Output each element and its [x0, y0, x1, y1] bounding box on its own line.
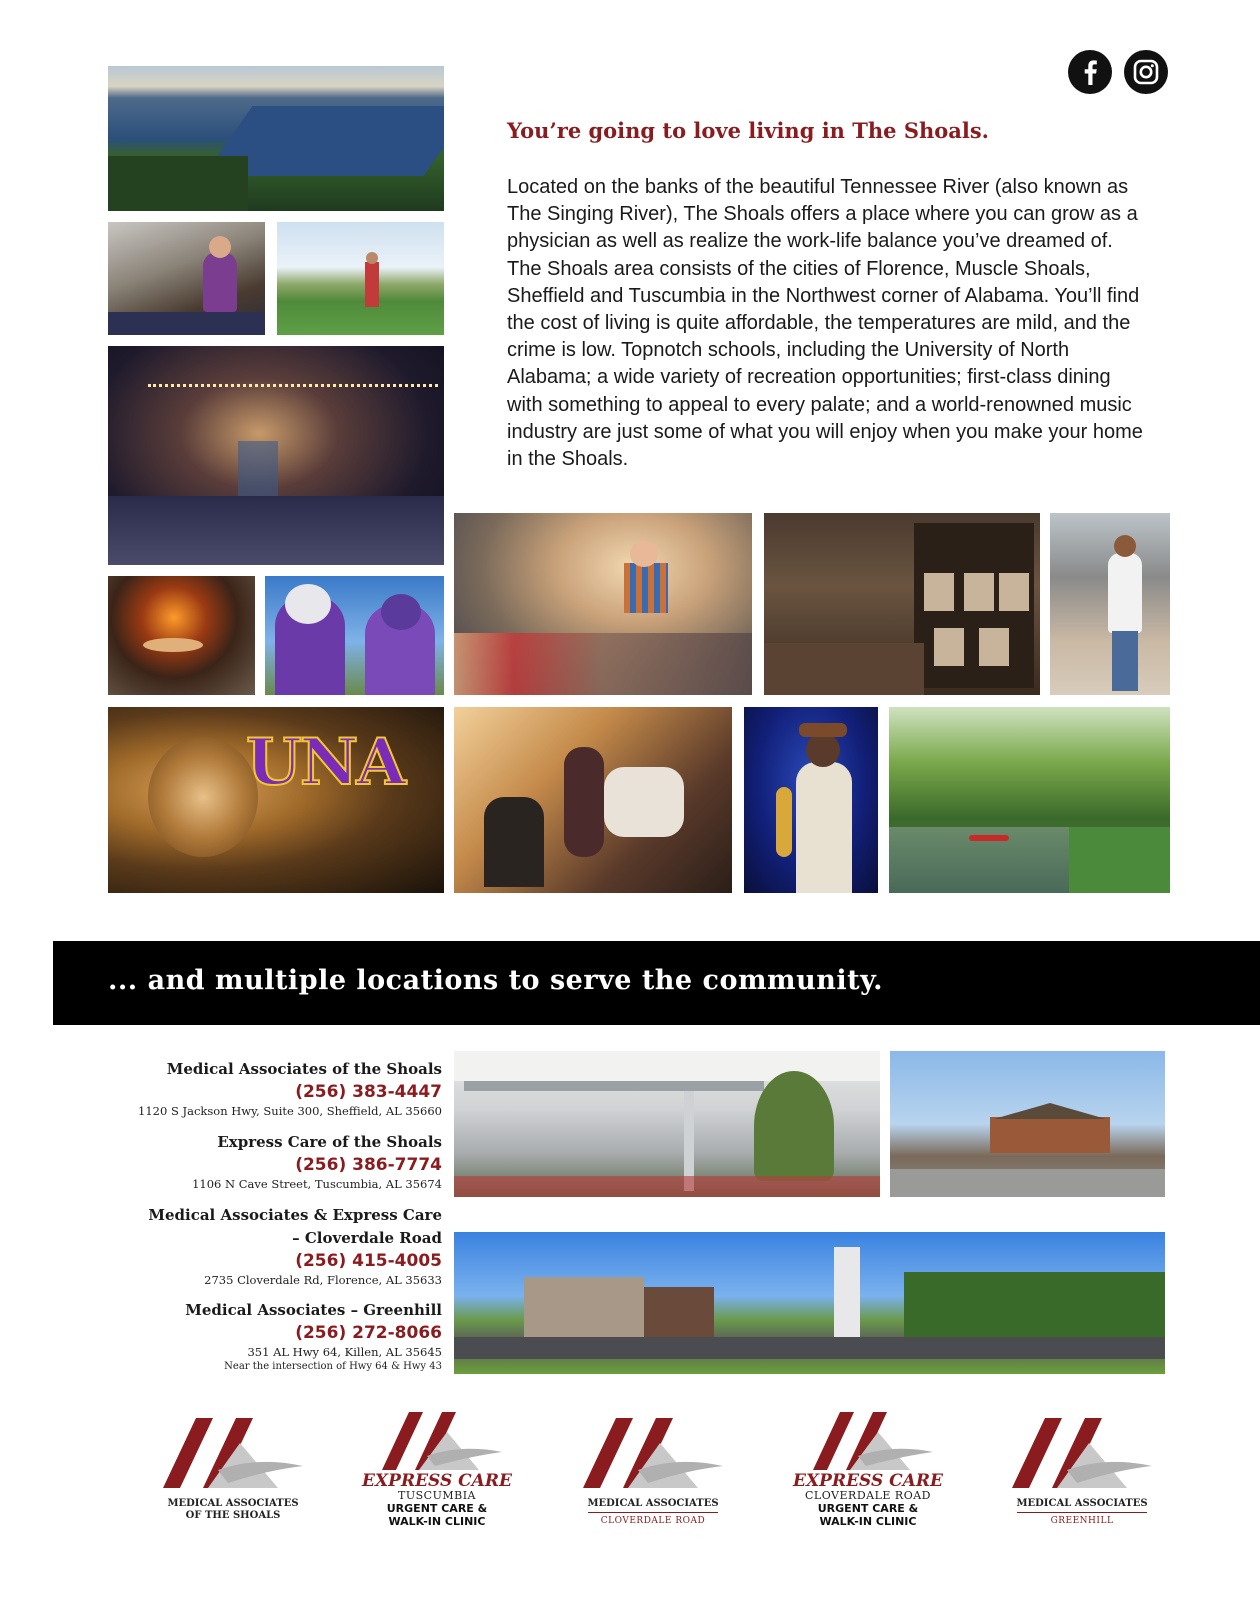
location-note: Near the intersection of Hwy 64 & Hwy 43	[224, 1361, 442, 1372]
pizza-oven-photo	[108, 576, 255, 695]
medical-associates-logo-icon	[1007, 1408, 1157, 1498]
una-logo-text: UNA	[246, 725, 404, 800]
crowd-festival-photo	[454, 513, 752, 695]
medical-associates-logo-icon	[578, 1408, 728, 1498]
logo-line2: WALK-IN CLINIC	[819, 1515, 917, 1528]
logo-line1: MEDICAL ASSOCIATES	[1016, 1498, 1148, 1509]
logo-express-care-cloverdale	[773, 1408, 963, 1558]
location-phone[interactable]: (256) 272-8066	[295, 1323, 442, 1343]
coffee-shop-photo	[764, 513, 1040, 695]
location-address: 1106 N Cave Street, Tuscumbia, AL 35674	[192, 1177, 442, 1191]
una-lion-photo	[108, 707, 444, 893]
locations-banner-text: ... and multiple locations to serve the community.	[108, 965, 884, 996]
logo-brand: EXPRESS CARE	[793, 1471, 943, 1491]
location-name: Medical Associates of the Shoals	[166, 1060, 442, 1078]
logo-line1: URGENT CARE &	[817, 1502, 919, 1515]
pottery-vendor-photo	[108, 222, 265, 335]
facebook-icon[interactable]	[1068, 50, 1112, 94]
logo-line2: CLOVERDALE ROAD	[600, 1516, 706, 1526]
instagram-icon[interactable]	[1124, 50, 1168, 94]
river-kayaking-photo	[889, 707, 1170, 893]
golfer-photo	[277, 222, 444, 335]
intro-paragraph: Located on the banks of the beautiful Tennessee River (also known as The Singing River), The Shoals offers a place where you can grow as a physician as well as realize the work-life balance you’ve dreamed of. The Shoals area consists of the cities of Florence, Muscle Shoals, Sheffield and Tuscumbia in the Northwest corner of Alabama. You’ll find the cost of living is quite affordable, the temperatures are mild, and the crime is low. Topnotch schools, including the University of North Alabama; a wide variety of recreation opportunities; first-class dining with something to appeal to every palate; and a world-renowned music industry are just some of what you will enjoy when you make your home in the Shoals.	[507, 176, 1143, 471]
logo-medical-associates-greenhill	[987, 1408, 1177, 1558]
page-headline: You’re going to love living in The Shoals.	[507, 118, 989, 143]
cloverdale-clinic-photo	[454, 1232, 1165, 1374]
express-care-logo-icon	[367, 1408, 507, 1472]
shopping-street-photo	[1050, 513, 1170, 695]
location-phone[interactable]: (256) 383-4447	[295, 1082, 442, 1102]
locations-banner	[53, 941, 1260, 1025]
logo-medical-associates-cloverdale	[558, 1408, 748, 1558]
football-players-photo	[265, 576, 444, 695]
river-aerial-photo	[108, 66, 444, 211]
medical-associates-logo-icon	[158, 1408, 308, 1498]
logo-medical-associates-shoals	[138, 1408, 328, 1558]
logo-line1: URGENT CARE &	[386, 1502, 488, 1515]
logo-line1: MEDICAL ASSOCIATES	[587, 1498, 719, 1509]
logo-line2: OF THE SHOALS	[185, 1510, 281, 1521]
logo-express-care-tuscumbia	[342, 1408, 532, 1558]
concert-venue-photo	[108, 346, 444, 565]
tuscumbia-clinic-photo	[890, 1051, 1165, 1197]
location-address: 351 AL Hwy 64, Killen, AL 35645	[247, 1345, 442, 1359]
location-name: Express Care of the Shoals	[217, 1133, 442, 1151]
logo-line2: GREENHILL	[1050, 1516, 1114, 1526]
location-express-care-shoals	[82, 1131, 442, 1192]
location-phone[interactable]: (256) 415-4005	[295, 1251, 442, 1271]
location-phone[interactable]: (256) 386-7774	[295, 1155, 442, 1175]
location-cloverdale-road	[82, 1204, 442, 1288]
spa-pedicure-photo	[454, 707, 732, 893]
location-greenhill	[82, 1299, 442, 1374]
express-care-logo-icon	[798, 1408, 938, 1472]
location-medical-associates-shoals	[82, 1058, 442, 1119]
saxophone-player-photo	[744, 707, 878, 893]
logo-city: TUSCUMBIA	[398, 1489, 476, 1502]
location-name: Medical Associates & Express Care	[148, 1206, 442, 1224]
logo-city: CLOVERDALE ROAD	[805, 1489, 931, 1502]
logo-line1: MEDICAL ASSOCIATES	[167, 1498, 299, 1509]
location-name: Medical Associates – Greenhill	[185, 1301, 442, 1319]
location-address: 1120 S Jackson Hwy, Suite 300, Sheffield, AL 35660	[138, 1104, 442, 1118]
logo-divider	[1017, 1512, 1147, 1513]
logo-line2: WALK-IN CLINIC	[388, 1515, 486, 1528]
logo-brand: EXPRESS CARE	[362, 1471, 512, 1491]
sheffield-clinic-photo	[454, 1051, 880, 1197]
location-address: 2735 Cloverdale Rd, Florence, AL 35633	[204, 1273, 442, 1287]
logo-divider	[588, 1512, 718, 1513]
location-name-line2: – Cloverdale Road	[292, 1229, 442, 1247]
